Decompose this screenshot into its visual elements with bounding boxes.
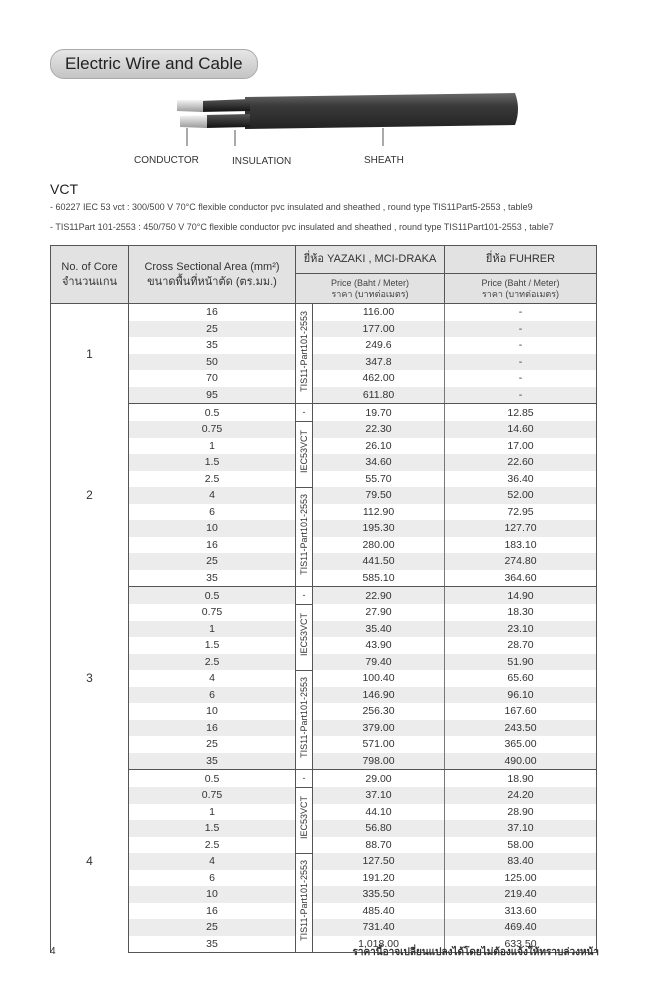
table-row (51, 804, 597, 821)
price-fuhrer: 23.10 (445, 621, 597, 638)
price-fuhrer: 183.10 (445, 537, 597, 554)
table-row (51, 604, 597, 621)
price-yazaki: 441.50 (313, 553, 445, 570)
table-row (51, 621, 597, 638)
header-brand-fuhrer: ยี่ห้อ FUHRER (445, 246, 597, 274)
table-row (51, 720, 597, 737)
area-cell: 10 (129, 886, 296, 903)
price-fuhrer: 28.90 (445, 804, 597, 821)
price-fuhrer: 18.90 (445, 770, 597, 788)
standard-note-1: - 60227 IEC 53 vct : 300/500 V 70°C flexible conductor pvc insulated and sheathed , round type TIS11Part5-2553 , table9 (50, 202, 533, 212)
standard-label: TIS11-Part101-2553 (299, 493, 309, 575)
table-row (51, 387, 597, 404)
standard-cell (296, 304, 313, 404)
area-cell: 0.5 (204, 406, 220, 419)
price-fuhrer: 36.40 (445, 471, 597, 488)
table-row (51, 354, 597, 371)
cable-diagram-icon (165, 88, 525, 148)
price-yazaki: 280.00 (313, 537, 445, 554)
area-cell: 70 (206, 372, 218, 385)
price-yazaki: 485.40 (313, 903, 445, 920)
area-cell: 2.5 (204, 838, 220, 851)
area-cell: 0.75 (129, 421, 296, 438)
price-disclaimer: ราคานี้อาจเปลี่ยนแปลงได้โดยไม่ต้องแจ้งให้ทราบล่วงหน้า (352, 947, 599, 958)
table-row (51, 770, 597, 788)
price-fuhrer: 469.40 (445, 919, 597, 936)
area-cell: 25 (129, 919, 296, 936)
area-cell: 25 (206, 738, 218, 751)
price-fuhrer: 83.40 (445, 853, 597, 870)
table-row (51, 703, 597, 720)
price-yazaki: 177.00 (313, 321, 445, 338)
area-cell: 35 (206, 339, 218, 352)
area-cell: 0.5 (129, 587, 296, 605)
price-fuhrer: - (445, 387, 597, 404)
price-yazaki: 195.30 (313, 520, 445, 537)
area-cell: 50 (129, 354, 296, 371)
price-yazaki: 35.40 (313, 621, 445, 638)
area-cell: 16 (206, 904, 218, 917)
price-fuhrer: 65.60 (445, 670, 597, 687)
table-row (51, 670, 597, 687)
standard-cell (296, 604, 313, 670)
core-count: 1 (51, 304, 129, 404)
standard-cell (296, 670, 313, 770)
price-fuhrer: 52.00 (445, 487, 597, 504)
table-row (51, 853, 597, 870)
area-cell: 0.75 (129, 787, 296, 804)
price-yazaki: 88.70 (313, 837, 445, 854)
standard-label: TIS11-Part101-2553 (299, 676, 309, 758)
header-core: No. of Core จำนวนแกน (51, 246, 129, 304)
price-fuhrer: 96.10 (445, 687, 597, 704)
price-yazaki: 56.80 (313, 820, 445, 837)
price-fuhrer: 219.40 (445, 886, 597, 903)
price-fuhrer: 58.00 (445, 837, 597, 854)
standard-cell (296, 853, 313, 953)
price-fuhrer: 24.20 (445, 787, 597, 804)
price-fuhrer: 72.95 (445, 504, 597, 521)
price-yazaki: 611.80 (313, 387, 445, 404)
area-cell: 95 (129, 387, 296, 404)
table-row (51, 654, 597, 671)
table-row (51, 637, 597, 654)
price-fuhrer: - (445, 370, 597, 387)
section-title: VCT (50, 181, 78, 197)
price-yazaki: 44.10 (313, 804, 445, 821)
page-title: Electric Wire and Cable (50, 49, 258, 79)
price-fuhrer: - (445, 337, 597, 354)
price-yazaki: 43.90 (313, 637, 445, 654)
price-yazaki: 34.60 (313, 454, 445, 471)
table-row (51, 454, 597, 471)
area-cell: 0.75 (201, 606, 223, 619)
table-row (51, 553, 597, 570)
table-row (51, 321, 597, 338)
area-cell: 4 (209, 672, 215, 685)
table-row (51, 471, 597, 488)
area-cell: 16 (206, 538, 218, 551)
price-fuhrer: - (445, 354, 597, 371)
area-cell: 35 (129, 936, 296, 953)
conductor-label: CONDUCTOR (134, 155, 199, 166)
price-fuhrer: 364.60 (445, 570, 597, 587)
header-area: Cross Sectional Area (mm²) ขนาดพื้นที่หน้าตัด (ตร.มม.) (129, 246, 296, 304)
price-yazaki: 79.40 (313, 654, 445, 671)
area-cell: 4 (129, 487, 296, 504)
table-row (51, 587, 597, 605)
price-fuhrer: 633.50 (445, 936, 597, 953)
table-row (51, 919, 597, 936)
price-fuhrer: 365.00 (445, 736, 597, 753)
area-cell: 6 (209, 505, 215, 518)
price-fuhrer: 14.90 (445, 587, 597, 605)
table-row (51, 537, 597, 554)
standard-label: TIS11-Part101-2553 (299, 859, 309, 941)
price-yazaki: 100.40 (313, 670, 445, 687)
price-fuhrer: - (445, 304, 597, 321)
price-fuhrer: 313.60 (445, 903, 597, 920)
sheath-label: SHEATH (364, 155, 404, 166)
area-cell: 1.5 (129, 454, 296, 471)
price-fuhrer: 14.60 (445, 421, 597, 438)
table-row (51, 870, 597, 887)
area-cell: 2.5 (129, 654, 296, 671)
price-fuhrer: 127.70 (445, 520, 597, 537)
core-count: 2 (51, 404, 129, 587)
standard-cell (296, 487, 313, 587)
price-fuhrer: 51.90 (445, 654, 597, 671)
price-yazaki: 116.00 (313, 304, 445, 321)
table-row (51, 837, 597, 854)
table-row (51, 753, 597, 770)
area-cell: 25 (129, 321, 296, 338)
area-cell: 10 (206, 705, 218, 718)
table-row (51, 520, 597, 537)
price-yazaki: 22.30 (313, 421, 445, 438)
table-row (51, 736, 597, 753)
standard-cell (296, 421, 313, 487)
price-yazaki: 29.00 (313, 770, 445, 788)
area-cell: 6 (129, 687, 296, 704)
price-yazaki: 191.20 (313, 870, 445, 887)
table-row (51, 570, 597, 587)
area-cell: 1 (209, 805, 215, 818)
area-cell: 1 (209, 439, 215, 452)
price-yazaki: 731.40 (313, 919, 445, 936)
price-fuhrer: 18.30 (445, 604, 597, 621)
price-yazaki: 146.90 (313, 687, 445, 704)
price-yazaki: 335.50 (313, 886, 445, 903)
area-cell: 0.5 (204, 772, 220, 785)
page-number: 4 (50, 946, 56, 957)
price-yazaki: 27.90 (313, 604, 445, 621)
standard-label: IEC53VCT (299, 795, 309, 839)
area-cell: 16 (206, 306, 218, 319)
table-row (51, 787, 597, 804)
price-yazaki: 127.50 (313, 853, 445, 870)
price-yazaki: 79.50 (313, 487, 445, 504)
area-cell: 16 (129, 720, 296, 737)
standard-label: IEC53VCT (299, 429, 309, 473)
price-yazaki: 571.00 (313, 736, 445, 753)
header-brand-yazaki: ยี่ห้อ YAZAKI , MCI-DRAKA (296, 246, 445, 274)
price-fuhrer: - (445, 321, 597, 338)
table-row (51, 438, 597, 455)
header-price-fuhrer: Price (Baht / Meter) ราคา (บาทต่อเมตร) (445, 274, 597, 304)
table-row (51, 370, 597, 387)
price-yazaki: 1,018.00 (313, 936, 445, 953)
area-cell: 1.5 (129, 820, 296, 837)
insulation-label: INSULATION (232, 156, 292, 167)
price-yazaki: 347.8 (313, 354, 445, 371)
standard-cell: - (296, 587, 313, 605)
table-row (51, 487, 597, 504)
standard-cell: - (296, 770, 313, 788)
price-fuhrer: 167.60 (445, 703, 597, 720)
standard-label: TIS11-Part101-2553 (299, 310, 309, 392)
price-yazaki: 22.90 (313, 587, 445, 605)
price-yazaki: 19.70 (313, 404, 445, 422)
standard-cell (296, 787, 313, 853)
price-fuhrer: 274.80 (445, 553, 597, 570)
table-row (51, 903, 597, 920)
price-yazaki: 585.10 (313, 570, 445, 587)
price-yazaki: 462.00 (313, 370, 445, 387)
price-yazaki: 249.6 (313, 337, 445, 354)
price-yazaki: 798.00 (313, 753, 445, 770)
area-cell: 6 (209, 871, 215, 884)
price-fuhrer: 17.00 (445, 438, 597, 455)
area-cell: 35 (129, 570, 296, 587)
table-row (51, 886, 597, 903)
price-fuhrer: 28.70 (445, 637, 597, 654)
price-table (50, 245, 597, 953)
price-yazaki: 256.30 (313, 703, 445, 720)
table-row (51, 404, 597, 422)
area-cell: 35 (129, 753, 296, 770)
standard-label: IEC53VCT (299, 612, 309, 656)
standard-cell: - (296, 404, 313, 422)
price-fuhrer: 22.60 (445, 454, 597, 471)
table-row (51, 687, 597, 704)
price-yazaki: 37.10 (313, 787, 445, 804)
price-yazaki: 112.90 (313, 504, 445, 521)
table-row (51, 337, 597, 354)
standard-note-2: - TIS11Part 101-2553 : 450/750 V 70°C flexible conductor pvc insulated and sheathed , round type TIS11Part101-2553 , table7 (50, 222, 554, 232)
area-cell: 1.5 (204, 639, 220, 652)
area-cell: 25 (129, 553, 296, 570)
area-cell: 1 (129, 621, 296, 638)
price-fuhrer: 490.00 (445, 753, 597, 770)
core-count: 4 (51, 770, 129, 953)
price-fuhrer: 243.50 (445, 720, 597, 737)
price-fuhrer: 12.85 (445, 404, 597, 422)
area-cell: 4 (129, 853, 296, 870)
area-cell: 10 (129, 520, 296, 537)
area-cell: 2.5 (204, 472, 220, 485)
price-yazaki: 26.10 (313, 438, 445, 455)
table-row (51, 304, 597, 321)
table-row (51, 820, 597, 837)
table-row (51, 421, 597, 438)
price-fuhrer: 125.00 (445, 870, 597, 887)
header-price-yazaki: Price (Baht / Meter) ราคา (บาทต่อเมตร) (296, 274, 445, 304)
table-row (51, 504, 597, 521)
price-yazaki: 55.70 (313, 471, 445, 488)
price-fuhrer: 37.10 (445, 820, 597, 837)
price-yazaki: 379.00 (313, 720, 445, 737)
core-count: 3 (51, 587, 129, 770)
